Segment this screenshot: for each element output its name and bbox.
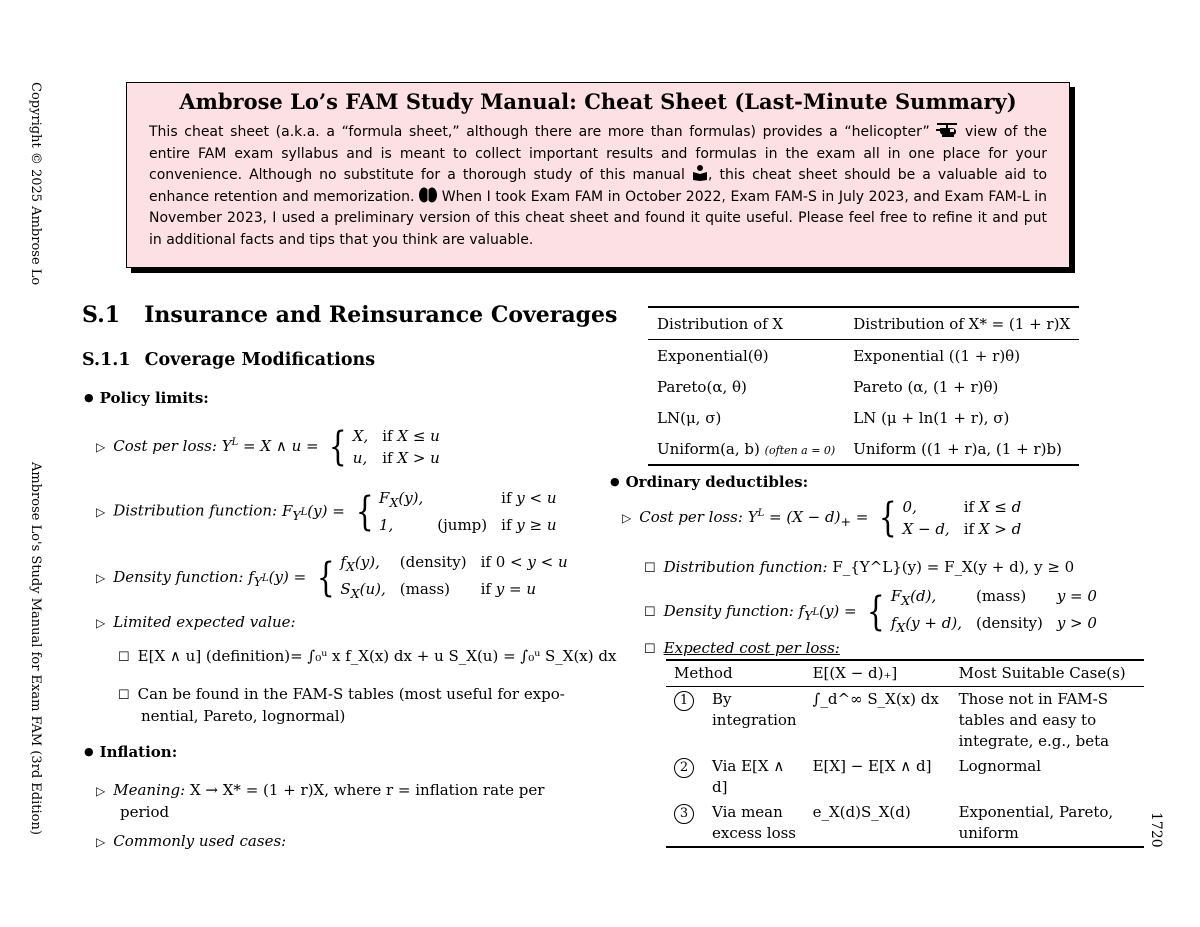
method-number: 3 <box>674 804 694 824</box>
page-number: 1720 <box>1148 812 1164 848</box>
subsection-heading: S.1.1 Coverage Modifications <box>82 350 376 370</box>
limits-density-function: ▷ Density function: $f_{Y^L}(y)$ = { $f_X(y)$, (density) if 0 < y < u $S_X(u)$, (mass) if y = u <box>96 553 568 601</box>
table-row: 2 Via E[X ∧ d] E[X] − E[X ∧ d] Lognormal <box>666 754 1144 800</box>
section-heading: S.1 Insurance and Reinsurance Coverages <box>82 302 618 328</box>
inflation-meaning-cont: period <box>120 803 170 821</box>
table-row: Exponential(θ) Exponential ((1 + r)θ) <box>657 346 1021 365</box>
table-row: LN(μ, σ) LN (μ + ln(1 + r), σ) <box>657 408 1010 427</box>
inflation-bullet: ● Inflation: <box>84 743 178 761</box>
summary-box <box>126 82 1070 268</box>
policy-limits-bullet: ● Policy limits: <box>84 389 209 407</box>
table-header-cell: E[(X − d)₊] <box>812 664 898 682</box>
ordinary-deductibles-bullet: ● Ordinary deductibles: <box>610 473 809 491</box>
table-row: 1 By integration ∫_d^∞ S_X(x) dx Those not in FAM-S tables and easy to integrate, e.g., beta <box>666 687 1144 755</box>
table-header-row <box>666 660 1144 687</box>
deductible-distribution-function: ☐ Distribution function: F_{Y^L}(y) = F_X(y + d), y ≥ 0 <box>644 558 1075 576</box>
table-row: Uniform(a, b) (often a = 0) Uniform ((1 + r)a, (1 + r)b) <box>648 433 1079 465</box>
lev-formula: ☐ E[X ∧ u] (definition)= ∫₀ᵘ x f_X(x) dx + u S_X(u) = ∫₀ᵘ S_X(x) dx <box>118 647 617 665</box>
manual-title-margin: Ambrose Lo's Study Manual for Exam FAM (3rd Edition) <box>28 462 43 835</box>
table-header-row <box>648 307 1079 340</box>
limits-cost-per-loss: ▷ Cost per loss: $Y^L = X$ ∧ u = { X, if X ≤ u u, if X > u <box>96 424 440 470</box>
method-number: 1 <box>674 691 694 711</box>
table-row: Pareto(α, θ) Pareto (α, (1 + r)θ) <box>657 377 999 396</box>
deductible-density-function: ☐ Density function: $f_{Y^L}(y)$ = { $F_X(d)$, (mass) y = 0 $f_X(y + d)$, (density) y > 0 <box>644 587 1097 635</box>
summary-text: This cheat sheet (a.k.a. a “formula sheet,” although there are more than formulas) provides a “helicopter” view of the entire FAM exam syllabus and is meant to collect important results and formulas in the exam all in one place for your convenience. Although no substitute for a thorough study of this manual , this cheat sheet should be a valuable aid to enhance retention and memorization. When I took Exam FAM in October 2022, Exam FAM-S in July 2023, and Exam FAM-L in November 2023, I used a preliminary version of this cheat sheet and found it quite useful. Please feel free to refine it and put in additional facts and tips that you think are valuable. <box>149 124 1048 248</box>
inflation-distribution-table <box>648 306 1079 466</box>
lev-note-cont: nential, Pareto, lognormal) <box>141 707 346 725</box>
expected-cost-per-loss: ☐ Expected cost per loss: <box>644 639 840 657</box>
common-cases: ▷ Commonly used cases: <box>96 832 287 850</box>
lev-note: ☐ Can be found in the FAM-S tables (most useful for expo- <box>118 685 565 703</box>
expected-cost-method-table <box>666 659 1144 848</box>
method-number: 2 <box>674 758 694 778</box>
table-header-cell: Distribution of X <box>657 314 784 333</box>
limits-distribution-function: ▷ Distribution function: $F_{Y^L}(y)$ = { $F_X(y)$, if y < u 1, (jump) if y ≥ u <box>96 488 557 535</box>
book-reader-icon <box>692 165 708 181</box>
summary-title: Ambrose Lo’s FAM Study Manual: Cheat Sheet (Last-Minute Summary) <box>179 89 1017 114</box>
limited-expected-value: ▷ Limited expected value: <box>96 613 296 631</box>
table-header-cell: Method <box>674 664 733 682</box>
inflation-meaning: ▷ Meaning: X → X* = (1 + r)X, where r = inflation rate per <box>96 781 545 799</box>
helicopter-icon <box>936 123 958 137</box>
deductible-cost-per-loss: ▷ Cost per loss: $Y^L = (X - d)_+$ = { 0, if X ≤ d X − d, if X > d <box>622 495 1022 541</box>
brain-icon <box>419 187 437 203</box>
copyright-margin: Copyright © 2025 Ambrose Lo <box>28 82 43 286</box>
table-header-cell: Most Suitable Case(s) <box>958 664 1126 682</box>
table-header-cell: Distribution of X* = (1 + r)X <box>853 314 1071 333</box>
table-row: 3 Via mean excess loss e_X(d)S_X(d) Exponential, Pareto, uniform <box>666 800 1144 847</box>
